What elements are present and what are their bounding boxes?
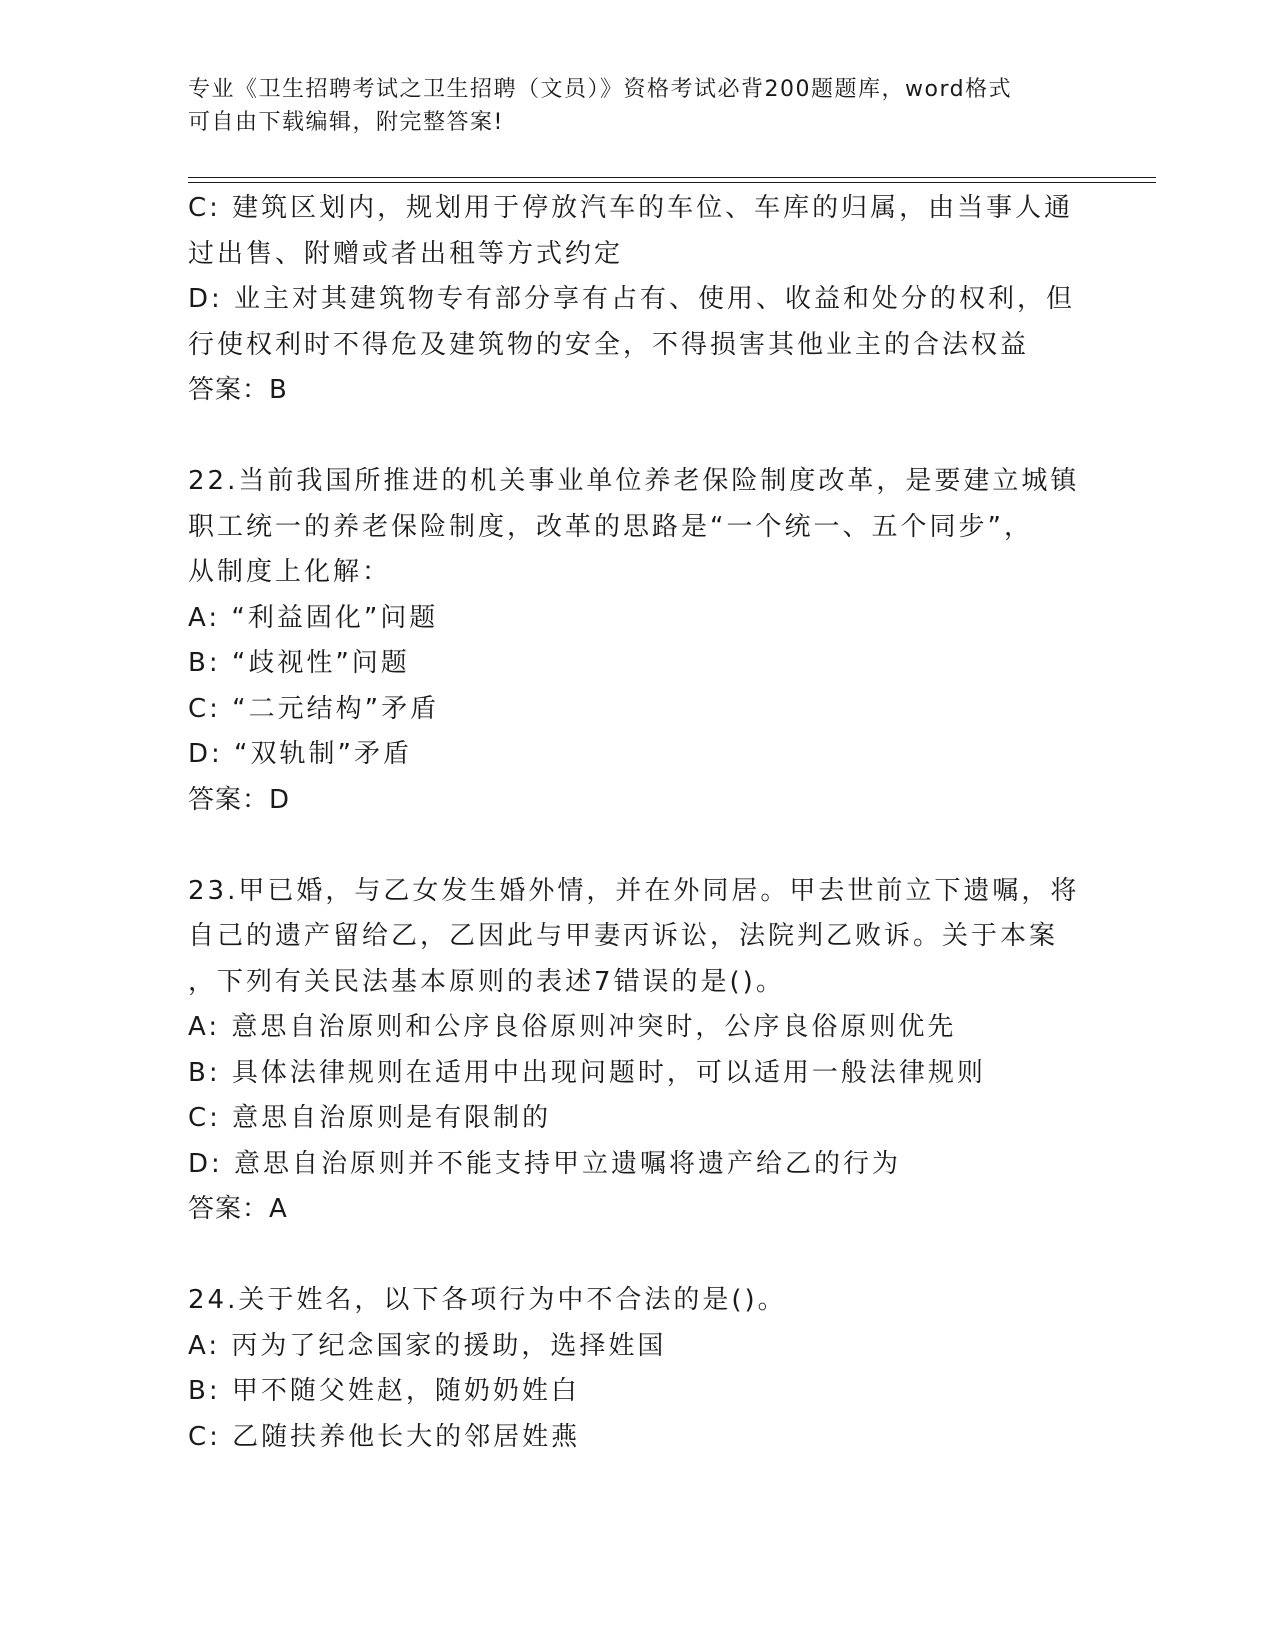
spacer: [188, 414, 1068, 460]
spacer: [188, 823, 1068, 869]
question-stem-line-2: 职工统一的养老保险制度，改革的思路是“一个统一、五个同步”，: [188, 511, 1033, 542]
option-d-line-1: D: 业主对其建筑物专有部分享有占有、使用、收益和处分的权利，但: [188, 284, 1076, 314]
question-22: [188, 459, 1080, 823]
question-24: [188, 1278, 1068, 1460]
option-b: B: 甲不随父姓赵，随奶奶姓白: [188, 1376, 580, 1406]
question-stem-line-3: 从制度上化解：: [188, 557, 392, 587]
option-d: D: 意思自治原则并不能支持甲立遗嘱将遗产给乙的行为: [188, 1148, 902, 1179]
document-body: [188, 186, 1080, 1460]
option-a: A: 丙为了纪念国家的援助，选择姓国: [188, 1330, 667, 1361]
option-b: B: “歧视性”问题: [188, 648, 410, 678]
option-d: D: “双轨制”矛盾: [188, 739, 412, 769]
header-divider-top: [188, 177, 1156, 178]
question-stem-line-2: 自己的遗产留给乙，乙因此与甲妻丙诉讼，法院判乙败诉。关于本案: [188, 921, 1059, 951]
option-c-line-2: 过出售、附赠或者出租等方式约定: [188, 238, 624, 269]
option-a: A: “利益固化”问题: [188, 602, 439, 633]
answer: 答案：B: [188, 375, 288, 405]
question-stem-line-1: 22.当前我国所推进的机关事业单位养老保险制度改革，是要建立城镇: [188, 466, 1080, 496]
document-header: [188, 73, 1088, 139]
header-line-2: 可自由下载编辑，附完整答案!: [188, 110, 504, 135]
answer: 答案：A: [188, 1194, 288, 1224]
header-divider-bottom: [188, 182, 1156, 183]
question-stem-line-1: 24.关于姓名，以下各项行为中不合法的是()。: [188, 1285, 787, 1315]
option-d-line-2: 行使权利时不得危及建筑物的安全，不得损害其他业主的合法权益: [188, 329, 1030, 360]
question-23: [188, 869, 1080, 1233]
option-c: C: 乙随扶养他长大的邻居姓燕: [188, 1421, 581, 1452]
option-c-line-1: C: 建筑区划内，规划用于停放汽车的车位、车库的归属，由当事人通: [188, 193, 1074, 223]
option-b: B: 具体法律规则在适用中出现问题时，可以适用一般法律规则: [188, 1057, 986, 1088]
header-line-1: 专业《卫生招聘考试之卫生招聘（文员）》资格考试必背200题题库，word格式: [188, 77, 1013, 102]
question-stem-line-3: ，下列有关民法基本原则的表述7错误的是()。: [188, 966, 785, 997]
question-21-continued: [188, 186, 1076, 414]
question-stem-line-1: 23.甲已婚，与乙女发生婚外情，并在外同居。甲去世前立下遗嘱，将: [188, 875, 1080, 906]
option-c: C: “二元结构”矛盾: [188, 693, 440, 724]
option-c: C: 意思自治原则是有限制的: [188, 1103, 552, 1133]
spacer: [188, 1233, 1068, 1279]
option-a: A: 意思自治原则和公序良俗原则冲突时，公序良俗原则优先: [188, 1012, 957, 1042]
answer: 答案：D: [188, 784, 291, 815]
